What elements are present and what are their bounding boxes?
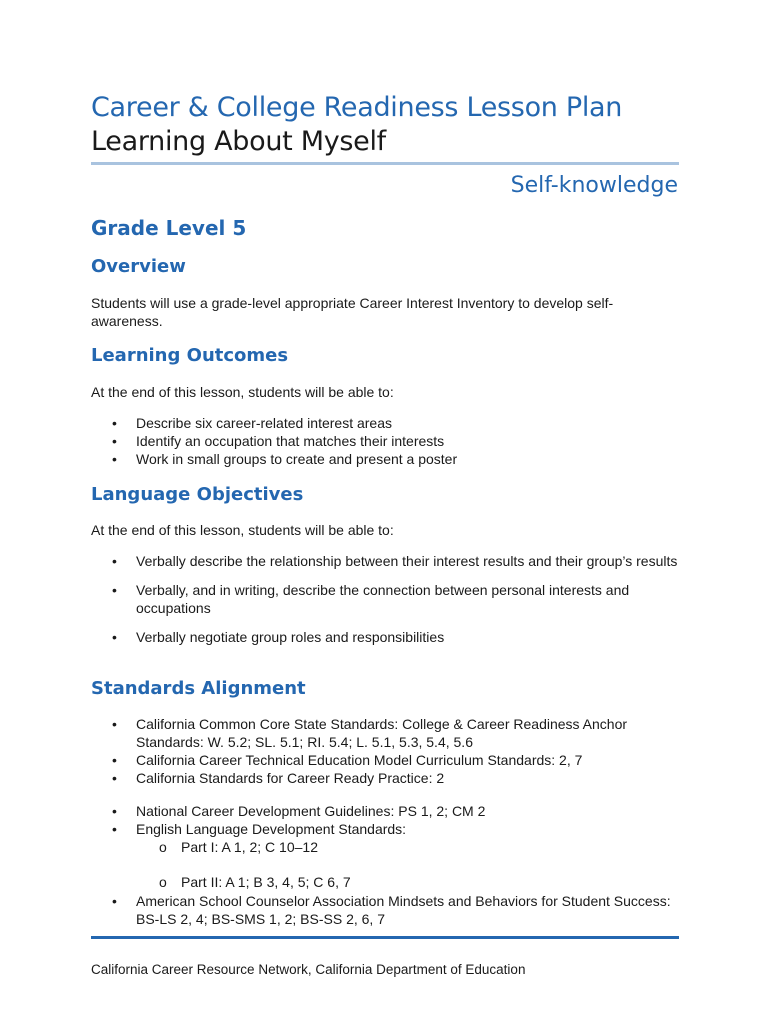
list-item: • California Standards for Career Ready Practice: 2 [91,769,681,787]
list-item: • English Language Development Standards: [91,820,681,838]
document-subtitle: Learning About Myself [91,126,386,157]
list-item: • California Career Technical Education Model Curriculum Standards: 2, 7 [91,751,681,769]
eld-parts-list-2 [136,873,681,891]
list-item: • National Career Development Guidelines: PS 1, 2; CM 2 [91,802,681,820]
list-item: • American School Counselor Association Mindsets and Behaviors for Student Success: BS-LS 2, 4; BS-SMS 1, 2; BS-SS 2, 6, 7 [91,892,681,928]
language-objectives-list [91,552,681,646]
header-divider [91,162,679,165]
learning-outcomes-list [91,414,681,468]
eld-parts-list [136,838,681,856]
list-item: • Verbally, and in writing, describe the connection between personal interests and occupations [91,581,681,617]
standards-alignment-heading: Standards Alignment [91,678,306,699]
eld-part-text: Part I: A 1, 2; C 10–12 [181,839,318,855]
list-item: • Identify an occupation that matches their interests [91,432,681,450]
language-objectives-heading: Language Objectives [91,484,304,505]
list-item: • California Common Core State Standards: College & Career Readiness Anchor Standards: W. 5.2; SL. 5.1; RI. 5.4; L. 5.1, 5.3, 5.4, 5.6 [91,715,681,751]
learning-outcomes-intro: At the end of this lesson, students will be able to: [91,384,394,400]
footer-divider [91,936,679,939]
topic-label: Self-knowledge [510,173,678,198]
page-footer: California Career Resource Network, California Department of Education [91,962,526,977]
eld-part-text: Part II: A 1; B 3, 4, 5; C 6, 7 [181,874,351,890]
list-item: • Verbally describe the relationship between their interest results and their group’s results [91,552,681,570]
standards-list-a [91,715,681,787]
language-objectives-intro: At the end of this lesson, students will be able to: [91,522,394,538]
learning-outcomes-heading: Learning Outcomes [91,345,289,366]
standards-list-c [91,892,681,928]
standards-list-b [91,802,681,838]
sub-bullet: o [159,839,167,855]
sub-bullet: o [159,874,167,890]
overview-text: Students will use a grade-level appropriate Career Interest Inventory to develop self-awareness. [91,295,614,329]
list-item: • Work in small groups to create and present a poster [91,450,681,468]
overview-heading: Overview [91,256,186,277]
list-item [136,873,681,891]
document-title: Career & College Readiness Lesson Plan [91,92,623,123]
list-item: • Describe six career-related interest areas [91,414,681,432]
list-item: • Verbally negotiate group roles and responsibilities [91,628,681,646]
list-item [136,838,681,856]
grade-level-heading: Grade Level 5 [91,216,247,240]
